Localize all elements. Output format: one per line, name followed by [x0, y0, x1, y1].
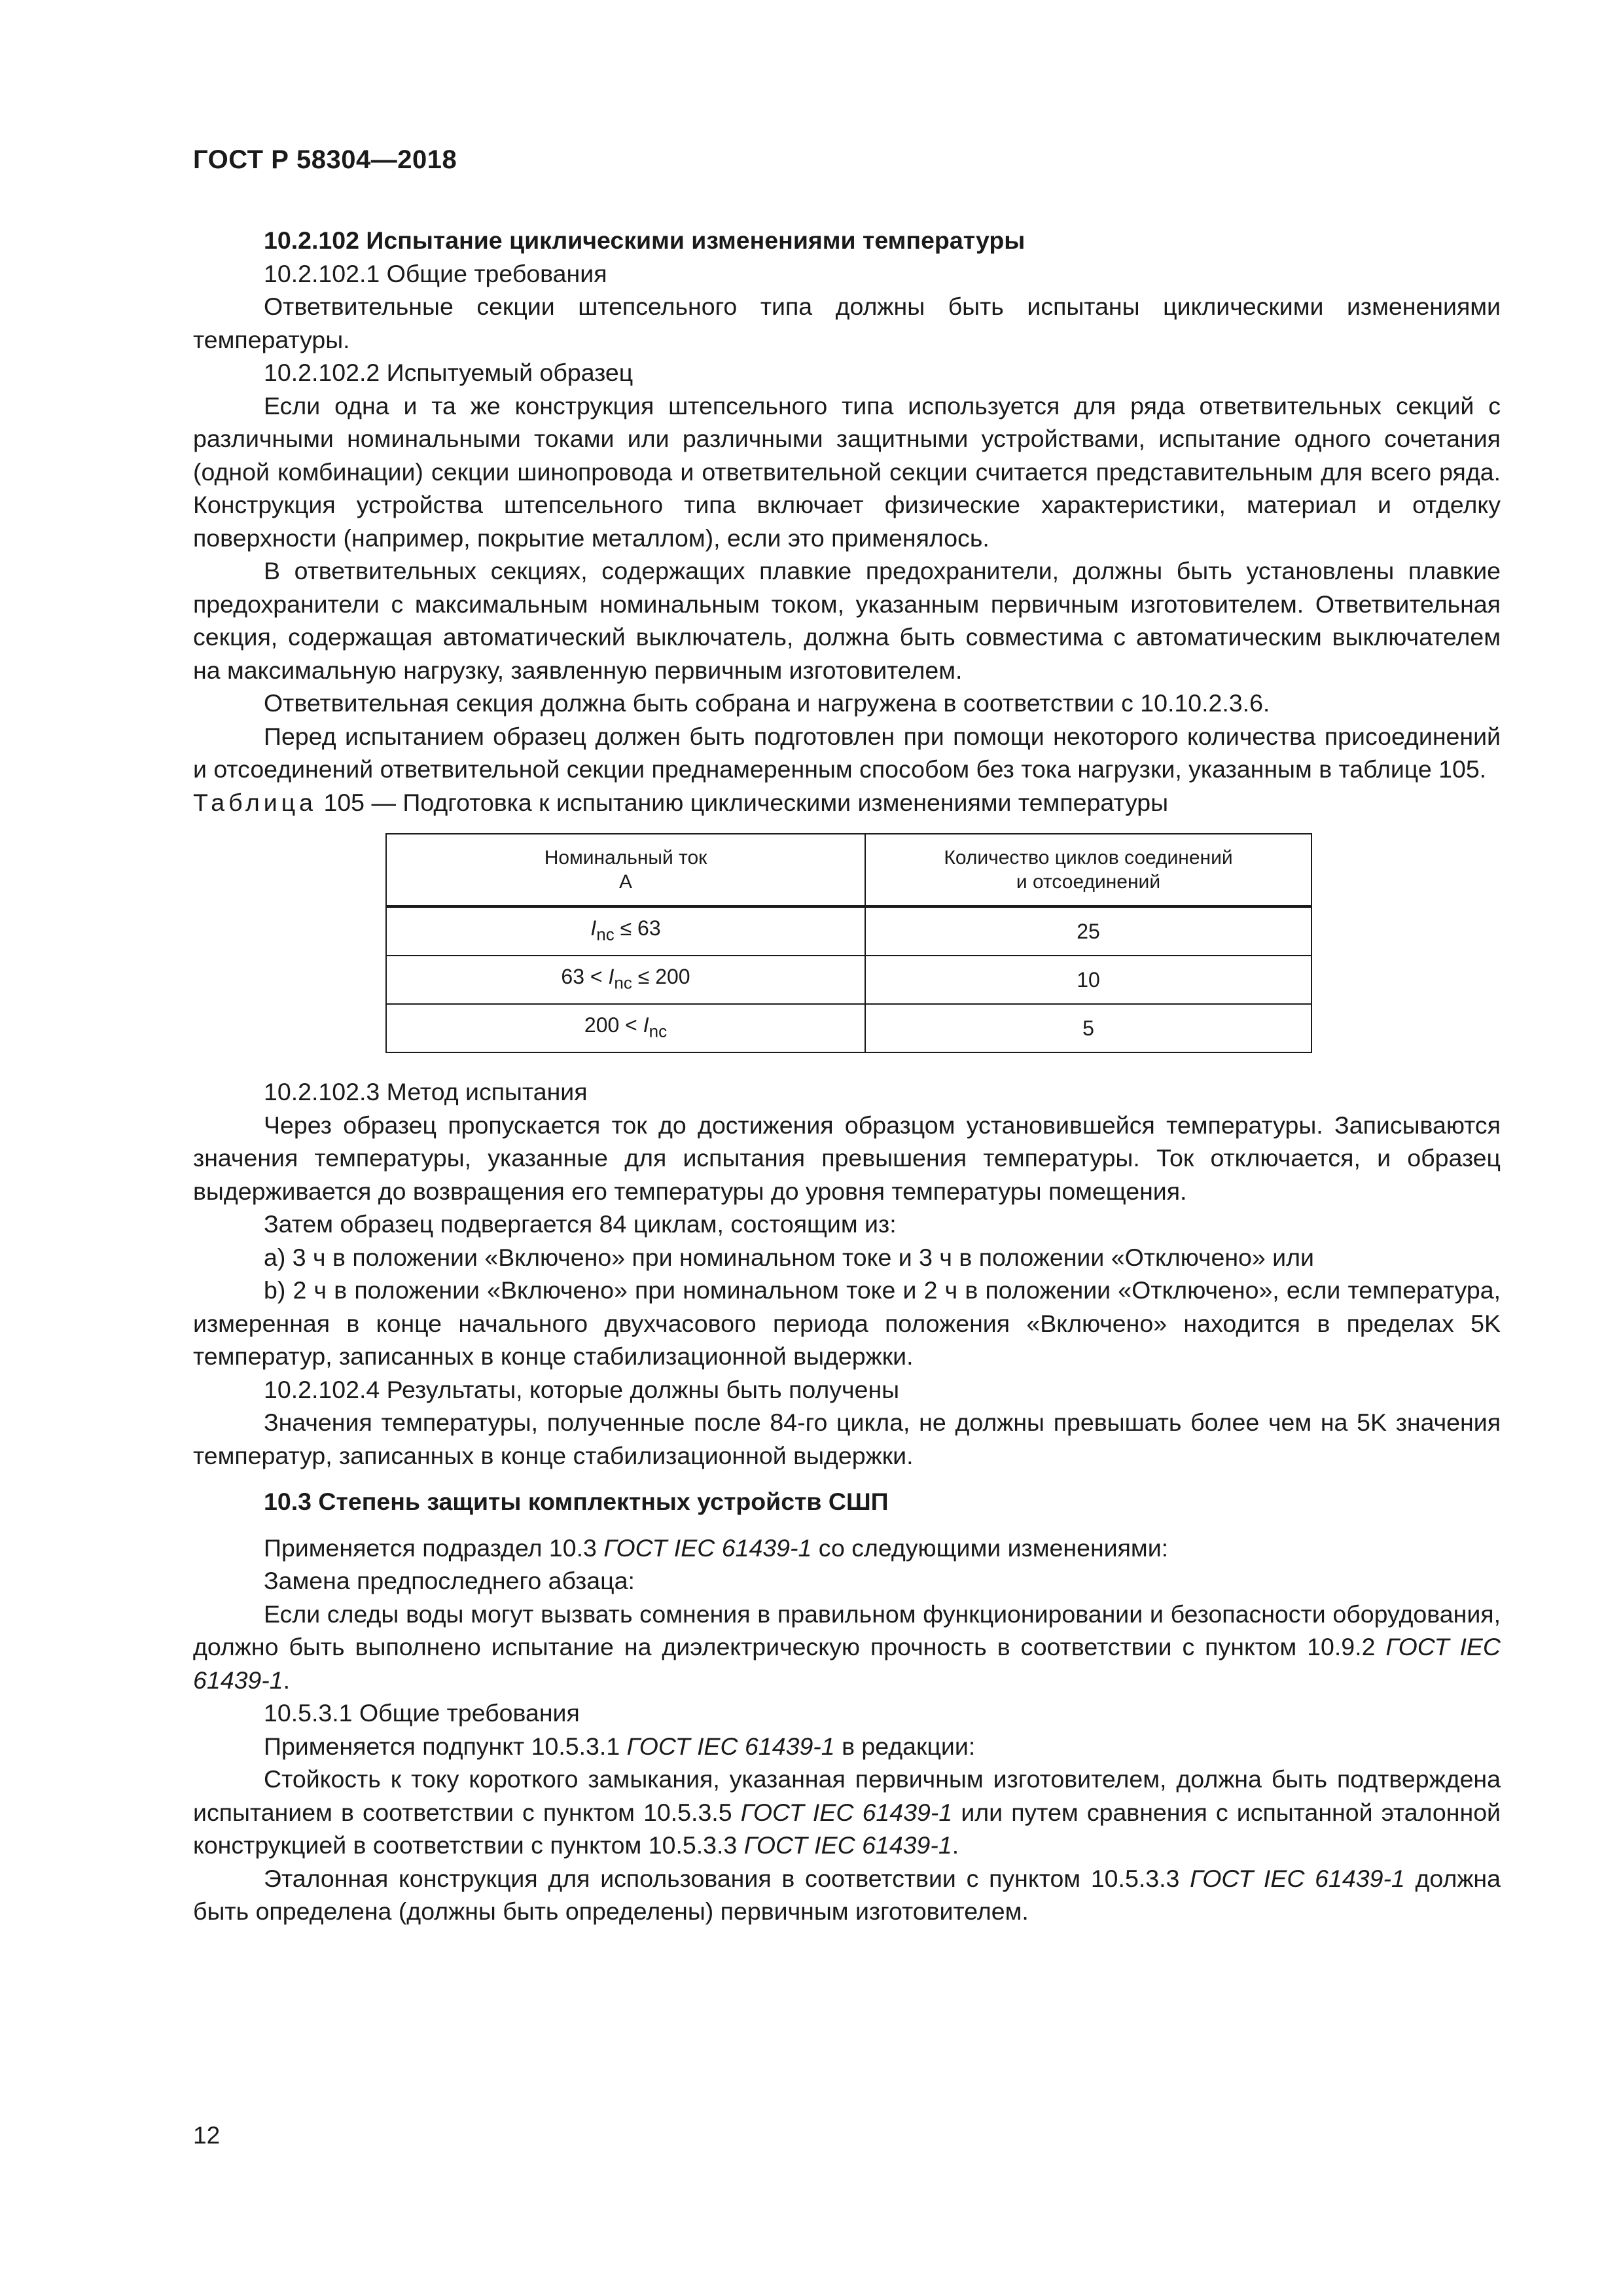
cell-prefix: 200 <: [584, 1013, 643, 1037]
section-10-2-102-title: 10.2.102 Испытание циклическими изменениями температуры: [264, 226, 1026, 254]
text-run: должна быть определена (должны быть определены) первичным изготовителем.: [193, 1864, 1501, 1925]
cell-prefix: 63 <: [561, 965, 609, 989]
standard-reference: ГОСТ IEC 61439-1: [743, 1831, 952, 1859]
text-run: .: [952, 1831, 959, 1859]
current-symbol: I: [590, 916, 597, 941]
paragraph: [193, 1763, 1501, 1862]
standard-reference: ГОСТ IEC 61439-1: [1190, 1864, 1405, 1892]
table-row: [386, 956, 1311, 1004]
standard-reference: ГОСТ IEC 61439-1: [626, 1732, 835, 1760]
current-subscript: nc: [614, 973, 632, 993]
paragraph: Через образец пропускается ток до достижения образцом установившейся температуры. Записываются значения температуры, указанные для испытания превышения температуры. Ток отключается, и образец выдерживается до возвращения его температуры до уровня температуры помещения.: [193, 1111, 1501, 1205]
text-run: Применяется подраздел 10.3: [264, 1534, 604, 1562]
paragraph: Ответвительная секция должна быть собрана и нагружена в соответствии с 10.10.2.3.6.: [264, 689, 1270, 717]
section-10-2-102-3-title: 10.2.102.3 Метод испытания: [264, 1078, 588, 1105]
table-cell-current: [386, 906, 865, 956]
paragraph: [193, 1598, 1501, 1697]
table-caption-text: 105 — Подготовка к испытанию циклическими изменениями температуры: [317, 788, 1169, 816]
table-caption-word: Таблица: [193, 788, 317, 816]
paragraph: [193, 1730, 1501, 1763]
current-subscript: nc: [596, 924, 615, 944]
text-run: со следующими изменениями:: [812, 1534, 1169, 1562]
header-line: Номинальный ток: [544, 847, 707, 869]
section-10-3-title: 10.3 Степень защиты комплектных устройств СШП: [264, 1488, 889, 1515]
table-header-rated-current: [386, 834, 865, 906]
section-10-2-102-1-title: 10.2.102.1 Общие требования: [264, 259, 607, 287]
table-caption: [193, 786, 1501, 819]
paragraph: Перед испытанием образец должен быть подготовлен при помощи некоторого количества присоединений и отсоединений ответвительной секции преднамеренным способом без тока нагрузки, указанным в таблице 105.: [193, 722, 1501, 783]
table-cell-count: 25: [865, 906, 1311, 956]
cell-suffix: ≤ 200: [632, 965, 690, 989]
header-line: и отсоединений: [1016, 871, 1161, 893]
text-run: Применяется подпункт 10.5.3.1: [264, 1732, 627, 1760]
list-item-b: b) 2 ч в положении «Включено» при номинальном токе и 2 ч в положении «Отключено», если температура, измеренная в конце начального двухчасового периода положения «Включено» находится в пределах 5K температур, записанных в конце стабилизационной выдержки.: [193, 1276, 1501, 1370]
document-body: [193, 224, 1501, 1928]
cell-suffix: ≤ 63: [614, 916, 661, 941]
standard-reference: ГОСТ IEC 61439-1: [603, 1534, 812, 1562]
section-10-2-102-4-title: 10.2.102.4 Результаты, которые должны быть получены: [264, 1375, 900, 1403]
paragraph: [193, 1862, 1501, 1928]
table-105: [385, 833, 1312, 1053]
table-cell-count: 5: [865, 1004, 1311, 1052]
table-cell-count: 10: [865, 956, 1311, 1004]
table-row: [386, 906, 1311, 956]
text-run: или путем сравнения с испытанной эталонной конструкцией в соответствии с пунктом 10.5.3.3: [193, 1798, 1501, 1859]
paragraph: [193, 1532, 1501, 1565]
header-line: А: [618, 871, 632, 893]
header-line: Количество циклов соединений: [944, 847, 1233, 869]
current-symbol: I: [608, 965, 615, 989]
document-code-header: ГОСТ Р 58304—2018: [193, 145, 457, 174]
text-run: .: [283, 1666, 291, 1694]
table-cell-current: [386, 1004, 865, 1052]
paragraph: Замена предпоследнего абзаца:: [264, 1567, 635, 1594]
current-symbol: I: [643, 1013, 649, 1037]
page-number: 12: [193, 2122, 221, 2149]
paragraph: Значения температуры, полученные после 84-го цикла, не должны превышать более чем на 5K значения температур, записанных в конце стабилизационной выдержки.: [193, 1408, 1501, 1469]
paragraph: Ответвительные секции штепсельного типа должны быть испытаны циклическими изменениями температуры.: [193, 293, 1501, 353]
table-cell-current: [386, 956, 865, 1004]
section-10-2-102-2-title: 10.2.102.2 Испытуемый образец: [264, 359, 633, 386]
section-10-5-3-1-title: 10.5.3.1 Общие требования: [264, 1699, 580, 1727]
table-header-cycle-count: [865, 834, 1311, 906]
standard-reference: ГОСТ IEC 61439-1: [193, 1633, 1501, 1694]
current-subscript: nc: [649, 1021, 668, 1041]
paragraph: Если одна и та же конструкция штепсельного типа используется для ряда ответвительных секций с различными номинальными токами или различными защитными устройствами, испытание одного сочетания (одной комбинации) секции шинопровода и ответвительной секции считается представительным для всего ряда. Конструкция устройства штепсельного типа включает физические характеристики, материал и отделку поверхности (например, покрытие металлом), если это применялось.: [193, 391, 1501, 552]
text-run: Эталонная конструкция для использования в соответствии с пунктом 10.5.3.3: [264, 1864, 1190, 1892]
standard-reference: ГОСТ IEC 61439-1: [740, 1798, 953, 1826]
text-run: в редакции:: [834, 1732, 976, 1760]
list-item-a: a) 3 ч в положении «Включено» при номинальном токе и 3 ч в положении «Отключено» или: [264, 1243, 1314, 1271]
text-run: Если следы воды могут вызвать сомнения в правильном функционировании и безопасности оборудования, должно быть выполнено испытание на диэлектрическую прочность в соответствии с пунктом 10.9.2: [193, 1600, 1501, 1660]
paragraph: Затем образец подвергается 84 циклам, состоящим из:: [264, 1210, 897, 1238]
text-run: Стойкость к току короткого замыкания, указанная первичным изготовителем, должна быть подтверждена испытанием в соответствии с пунктом 10.5.3.5: [193, 1765, 1501, 1826]
table-row: [386, 1004, 1311, 1052]
paragraph: В ответвительных секциях, содержащих плавкие предохранители, должны быть установлены плавкие предохранители с максимальным номинальным током, указанным первичным изготовителем. Ответвительная секция, содержащая автоматический выключатель, должна быть совместима с автоматическим выключателем на максимальную нагрузку, заявленную первичным изготовителем.: [193, 557, 1501, 684]
